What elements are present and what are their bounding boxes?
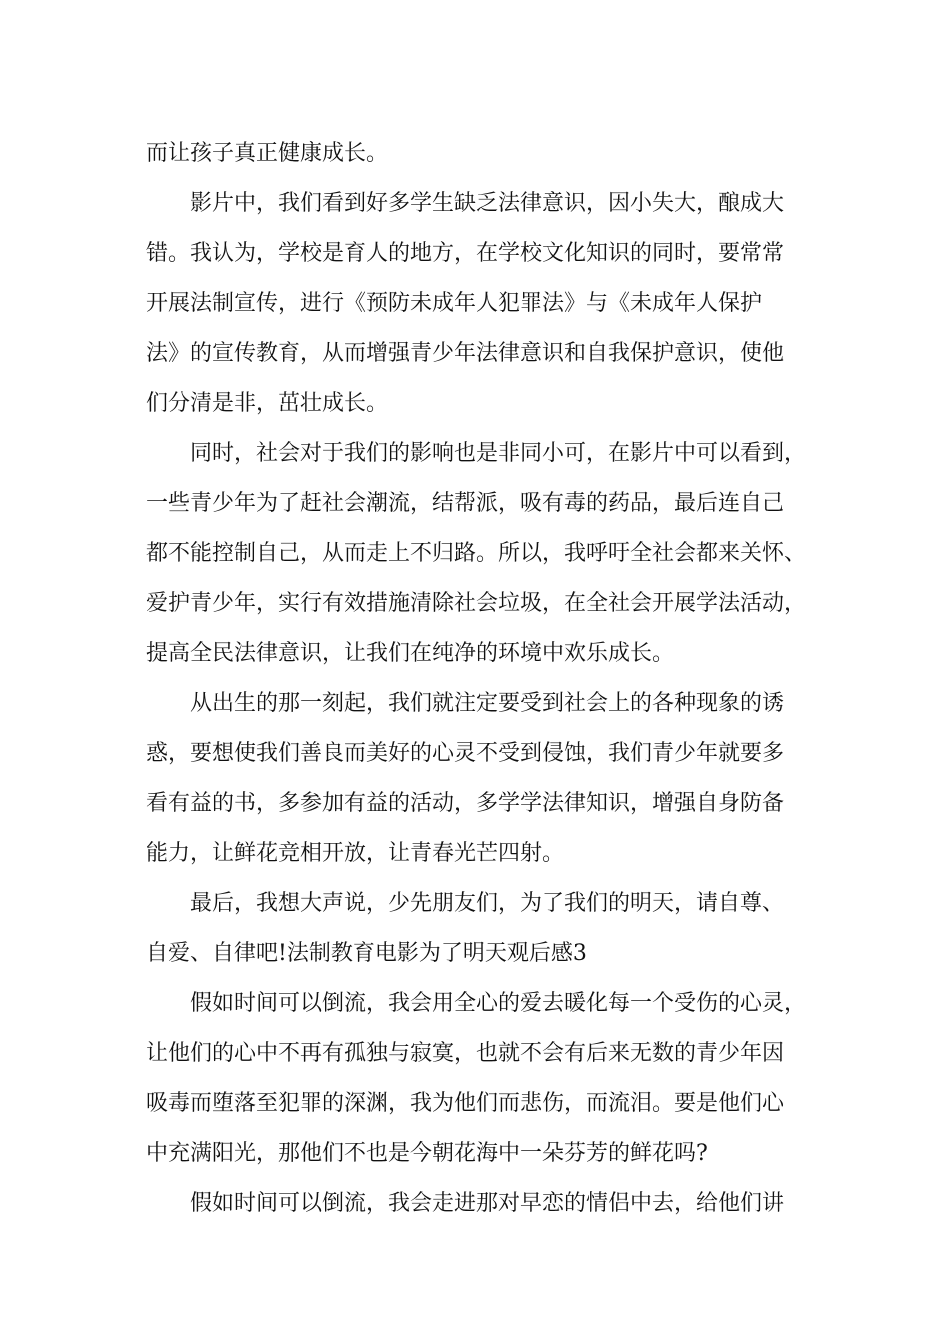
text-line: 一些青少年为了赶社会潮流，结帮派，吸有毒的药品，最后连自己: [146, 491, 785, 516]
text-line: 假如时间可以倒流，我会用全心的爱去暖化每一个受伤的心灵，: [190, 991, 807, 1016]
text-line: 开展法制宣传，进行《预防未成年人犯罪法》与《未成年人保护: [146, 291, 763, 316]
text-line: 爱护青少年，实行有效措施清除社会垃圾，在全社会开展学法活动，: [146, 591, 807, 616]
text-line: 让他们的心中不再有孤独与寂寞，也就不会有后来无数的青少年因: [146, 1041, 785, 1066]
text-line: 假如时间可以倒流，我会走进那对早恋的情侣中去，给他们讲: [190, 1191, 785, 1216]
text-line: 同时，社会对于我们的影响也是非同小可，在影片中可以看到，: [190, 441, 807, 466]
text-line: 惑，要想使我们善良而美好的心灵不受到侵蚀，我们青少年就要多: [146, 741, 785, 766]
text-line: 能力，让鲜花竞相开放，让青春光芒四射。: [146, 841, 565, 866]
text-line: 自爱、自律吧!法制教育电影为了明天观后感3: [146, 941, 587, 966]
text-line: 最后，我想大声说，少先朋友们，为了我们的明天，请自尊、: [190, 891, 785, 916]
text-line: 们分清是非，茁壮成长。: [146, 391, 389, 416]
text-line: 错。我认为，学校是育人的地方，在学校文化知识的同时，要常常: [146, 241, 785, 266]
text-line: 中充满阳光，那他们不也是今朝花海中一朵芬芳的鲜花吗?: [146, 1141, 708, 1166]
text-line: 而让孩子真正健康成长。: [146, 141, 389, 166]
text-line: 提高全民法律意识，让我们在纯净的环境中欢乐成长。: [146, 641, 675, 666]
text-line: 看有益的书，多参加有益的活动，多学学法律知识，增强自身防备: [146, 791, 785, 816]
body-text: [146, 129, 806, 1229]
text-line: 从出生的那一刻起，我们就注定要受到社会上的各种现象的诱: [190, 691, 785, 716]
text-line: 吸毒而堕落至犯罪的深渊，我为他们而悲伤，而流泪。要是他们心: [146, 1091, 785, 1116]
text-line: 法》的宣传教育，从而增强青少年法律意识和自我保护意识，使他: [146, 341, 785, 366]
text-line: 影片中，我们看到好多学生缺乏法律意识，因小失大，酿成大: [190, 191, 785, 216]
text-line: 都不能控制自己，从而走上不归路。所以，我呼吁全社会都来关怀、: [146, 541, 807, 566]
